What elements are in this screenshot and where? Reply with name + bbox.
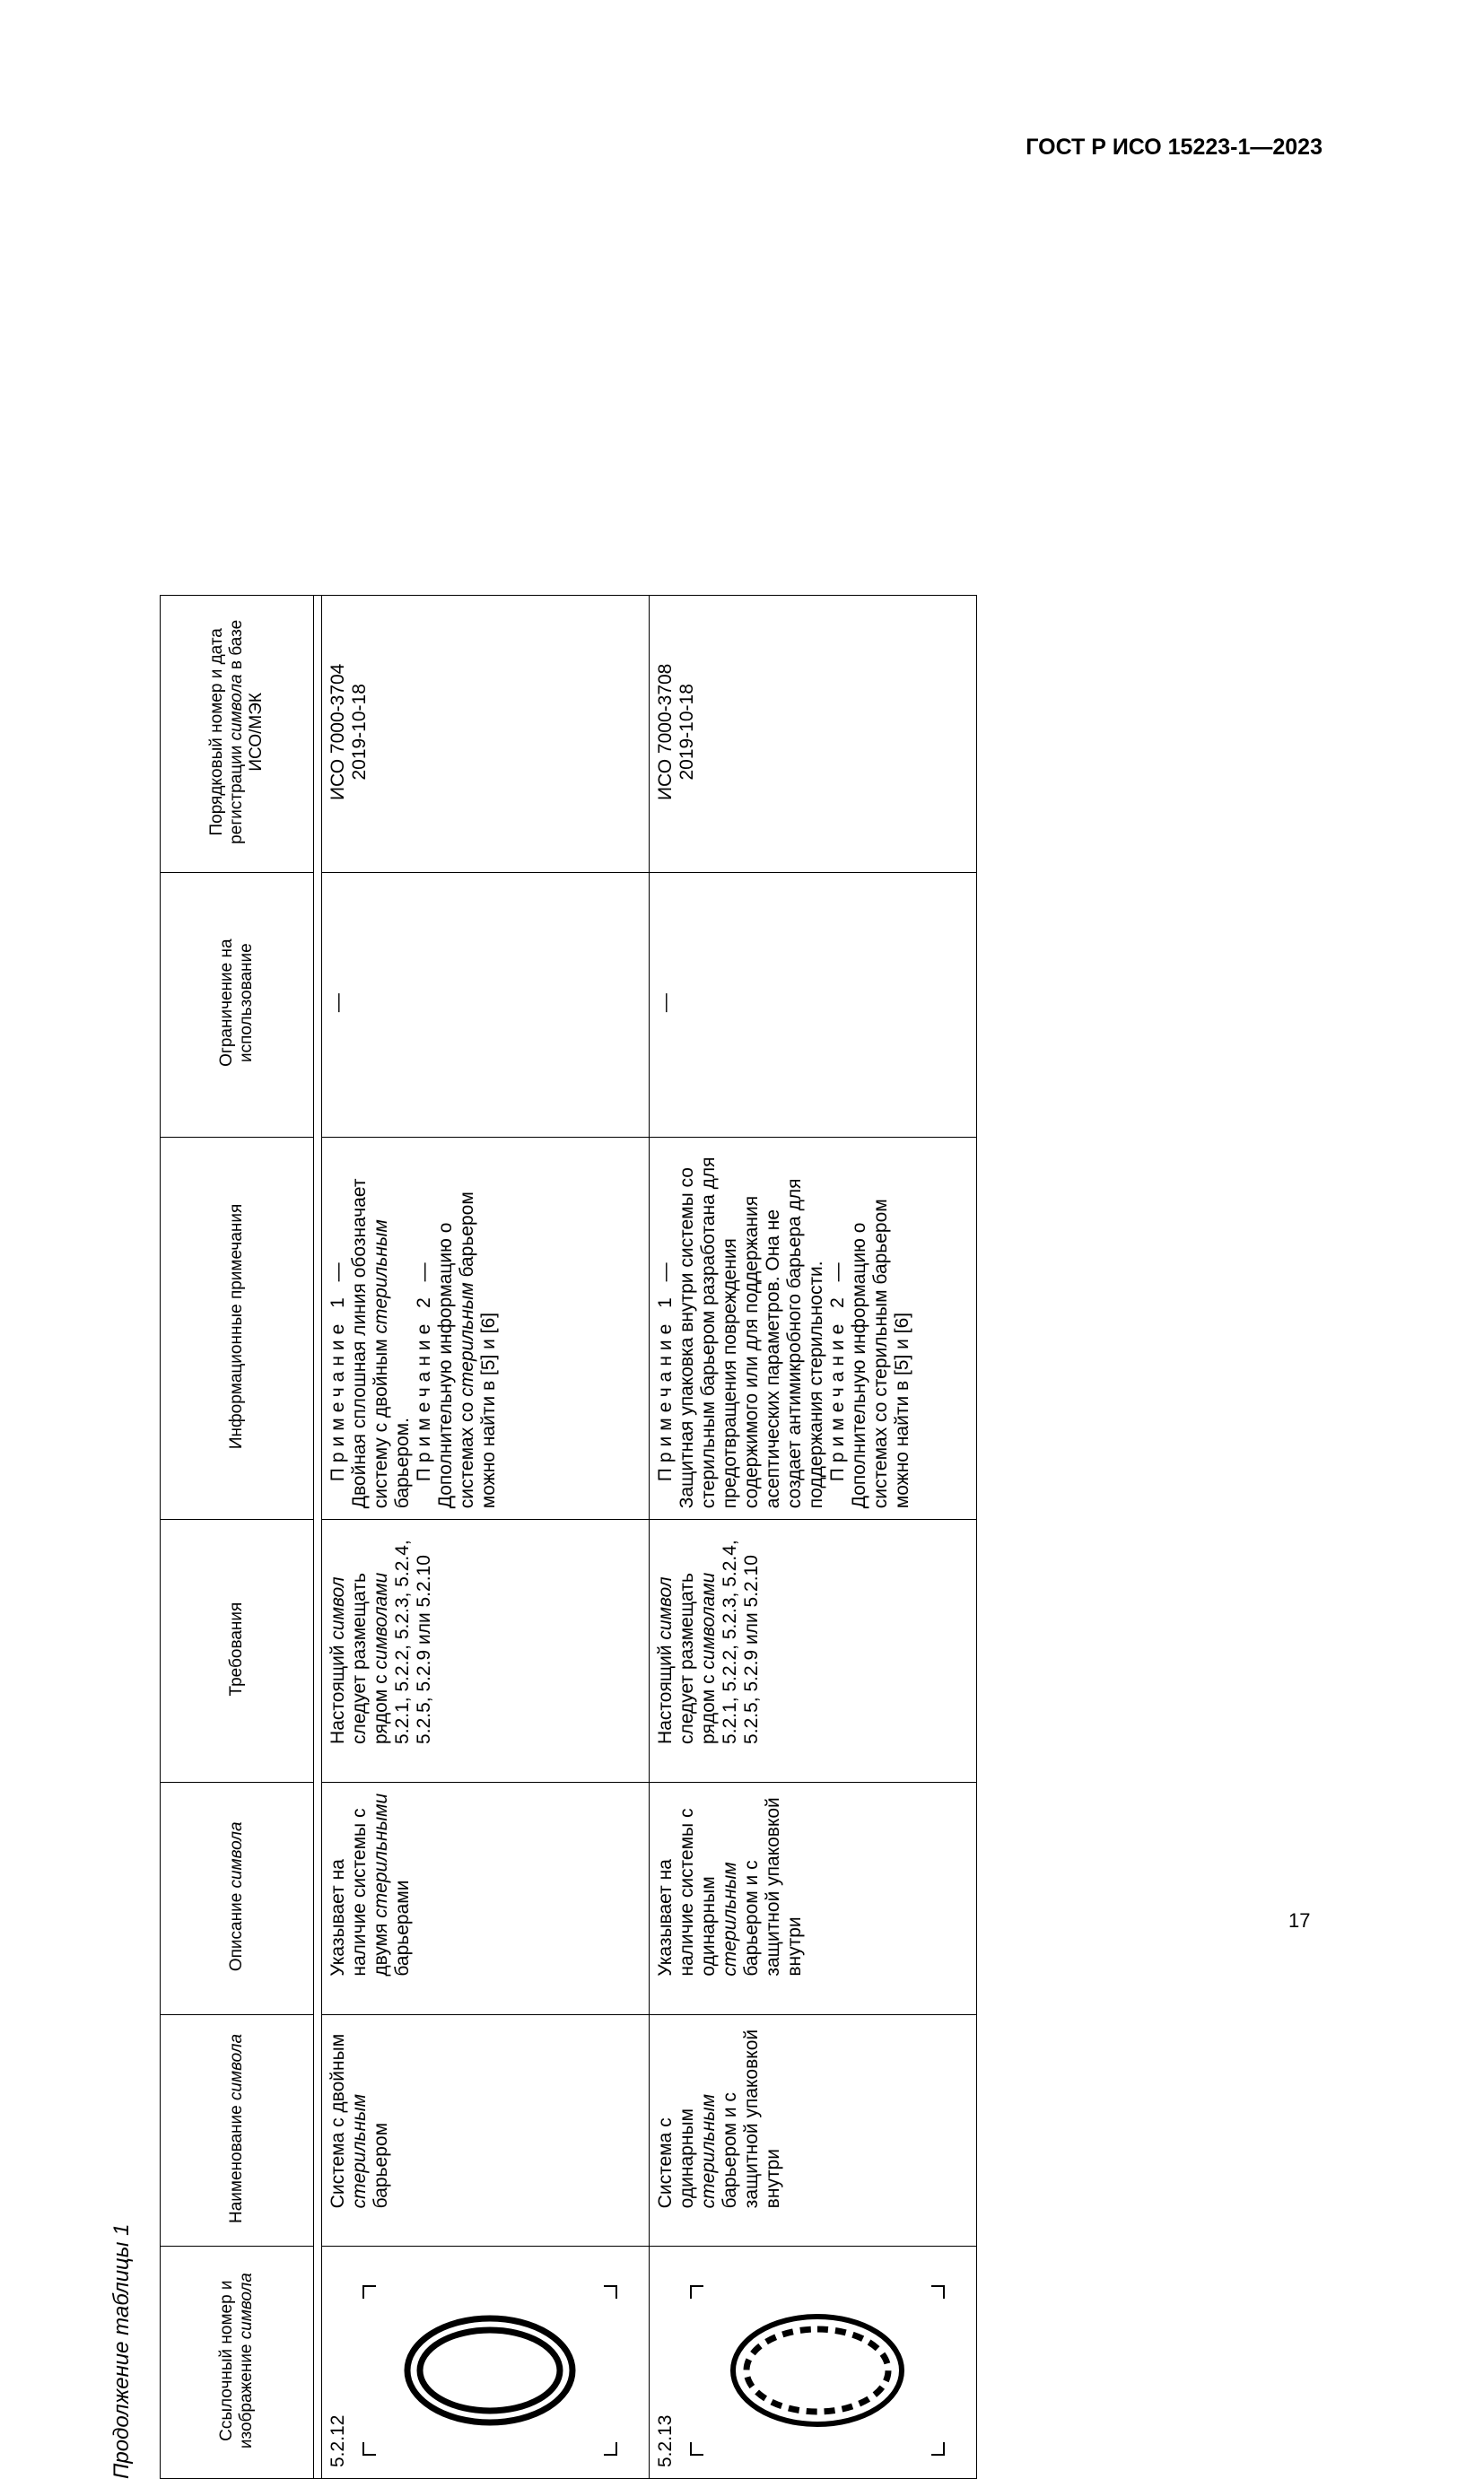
- ref-number: 5.2.12: [327, 2414, 348, 2467]
- double-oval-icon: [360, 2283, 620, 2458]
- dashed-oval-icon: [687, 2283, 947, 2458]
- description-cell: Указывает на наличие системы с двумя стерильными барьерами: [322, 1782, 650, 2014]
- ref-cell: [322, 2247, 650, 2479]
- col-header-info-notes: Информационные примечания: [161, 1137, 314, 1520]
- ref-number: 5.2.13: [655, 2414, 676, 2467]
- ref-cell: [650, 2247, 977, 2479]
- rotated-table-frame: [109, 595, 1123, 2479]
- restriction-cell: —: [322, 872, 650, 1137]
- col-header-registration: Порядковый номер и дата регистрации символа в базе ИСО/МЭК: [161, 596, 314, 873]
- note-label: Примечание 2 —: [827, 1257, 848, 1482]
- requirements-cell: Настоящий символ следует размещать рядом с символами 5.2.1, 5.2.2, 5.2.3, 5.2.4, 5.2.5, 5.2.9 или 5.2.10: [322, 1520, 650, 1783]
- page-number: 17: [1288, 1909, 1311, 1932]
- note-label: Примечание 2 —: [414, 1257, 434, 1482]
- registration-cell: ИСО 7000-3704 2019-10-18: [322, 596, 650, 873]
- note-label: Примечание 1 —: [655, 1257, 676, 1482]
- note-label: Примечание 1 —: [327, 1257, 348, 1482]
- name-cell: Система с одинарным стерильным барьером и с защитной упаковкой внутри: [650, 2014, 977, 2247]
- symbols-table: [160, 595, 977, 2479]
- document-code: ГОСТ Р ИСО 15223-1—2023: [1026, 135, 1323, 160]
- table-row: [322, 596, 650, 2479]
- col-header-requirements: Требования: [161, 1520, 314, 1783]
- restriction-cell: —: [650, 872, 977, 1137]
- table-caption: Продолжение таблицы 1: [109, 2223, 134, 2479]
- col-header-ref: Ссылочный номер и изображение символа: [161, 2247, 314, 2479]
- col-header-restriction: Ограничение на использование: [161, 872, 314, 1137]
- description-cell: Указывает на наличие системы с одинарным стерильным барьером и с защитной упаковкой внутри: [650, 1782, 977, 2014]
- table-header-row: [161, 596, 314, 2479]
- name-cell: Система с двойным стерильным барьером: [322, 2014, 650, 2247]
- col-header-description: Описание символа: [161, 1782, 314, 2014]
- requirements-cell: Настоящий символ следует размещать рядом с символами 5.2.1, 5.2.2, 5.2.3, 5.2.4, 5.2.5, 5.2.9 или 5.2.10: [650, 1520, 977, 1783]
- table-row: [650, 596, 977, 2479]
- info-notes-cell: Примечание 1 — Двойная сплошная линия обозначает систему с двойным стерильным барьером. Примечание 2 — Дополнительную информацию о системах со стерильным барьером можно найти в [5] и [6]: [322, 1137, 650, 1520]
- col-header-name: Наименование символа: [161, 2014, 314, 2247]
- info-notes-cell: Примечание 1 — Защитная упаковка внутри системы со стерильным барьером разработана для предотвращения повреждения содержимого или для поддержания асептических параметров. Она не создает антимикробного барьера для поддержания стерильности. Примечание 2 — Дополнительную информацию о системах со стерильным барьером можно найти в [5] и [6]: [650, 1137, 977, 1520]
- registration-cell: ИСО 7000-3708 2019-10-18: [650, 596, 977, 873]
